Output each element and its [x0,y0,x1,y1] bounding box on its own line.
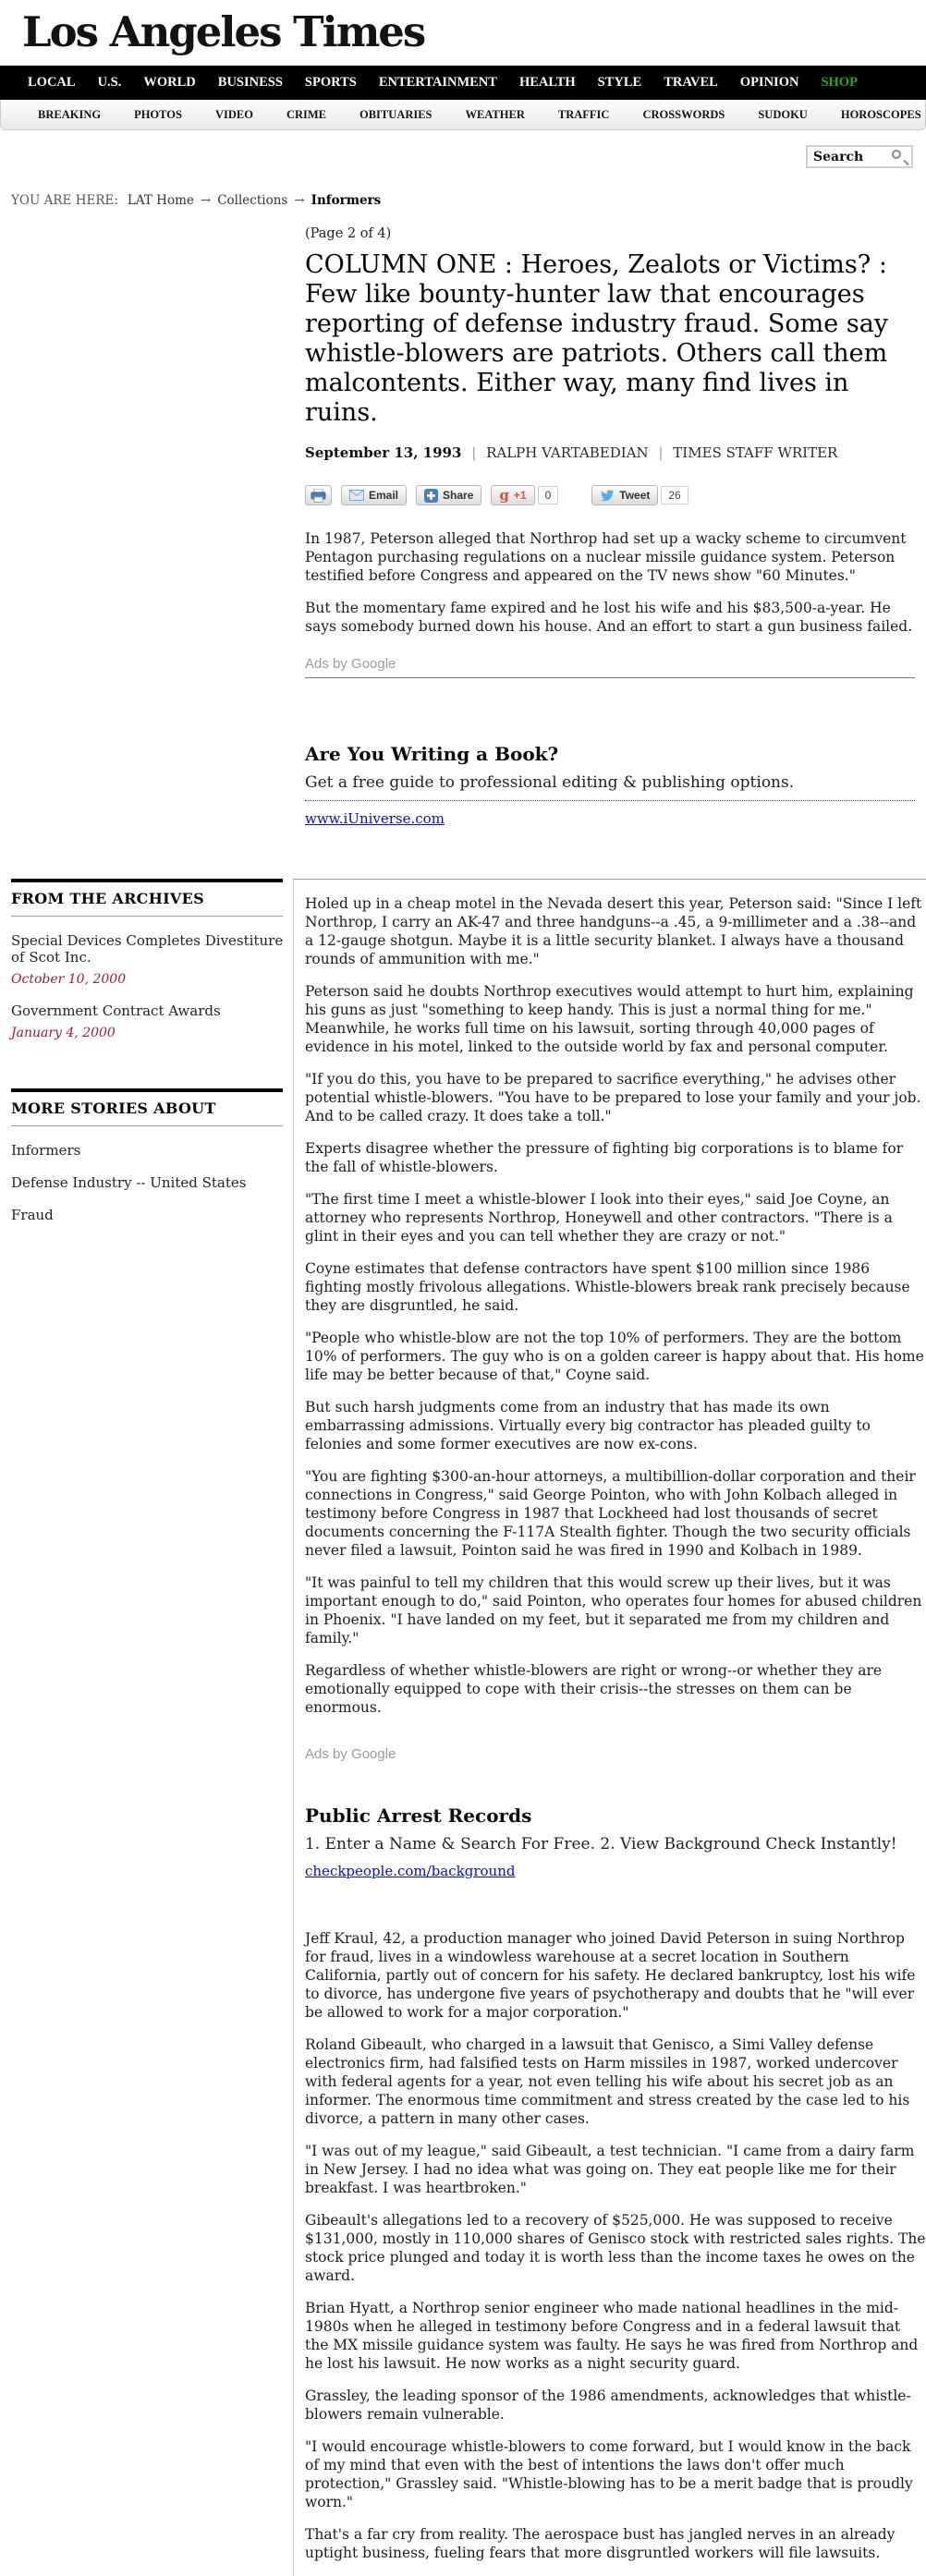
byline [305,444,915,461]
archive-story-link[interactable]: Special Devices Completes Divestiture of Scot Inc. [11,932,284,966]
archive-list [11,932,293,1040]
article-author-title: TIMES STAFF WRITER [673,444,838,462]
topic-link[interactable]: Defense Industry -- United States [11,1174,247,1192]
ad-description: 1. Enter a Name & Search For Free. 2. View Background Check Instantly! [305,1835,897,1854]
article-paragraph: "People who whistle-blow are not the top 10% of performers. They are the bottom 10% of performers. The guy who is on a golden career is happy about that. His home life may be better because of that," Coyne said. [305,1330,924,1384]
archive-story-date: October 10, 2000 [11,972,127,988]
article-paragraph: Regardless of whether whistle-blowers are right or wrong--or whether they are emotionally equipped to cope with their crisis--the stresses on them can be enormous. [305,1662,883,1717]
secondary-nav-item[interactable]: WEATHER [465,107,525,121]
topic-link[interactable]: Fraud [11,1207,54,1224]
primary-nav-item[interactable]: SHOP [821,75,858,90]
article-paragraph: "If you do this, you have to be prepared to sacrifice everything," he advises other potential whistle-blowers. "You have to be prepared to lose your family and your job. And to be called crazy. It does take a toll." [305,1071,921,1125]
article-paragraph: "The first time I meet a whistle-blower I look into their eyes," said Joe Coyne, an attorney who represents Northrop, Honeywell and other contractors. "There is a glint in their eyes and you can tell whether they are crazy or not." [305,1191,893,1245]
article-intro [305,529,915,636]
breadcrumb-separator: → [200,193,212,208]
topic-list [11,1142,293,1223]
article-paragraph: "I would encourage whistle-blowers to come forward, but I would know in the back of my mind that even with the best of intentions the laws don't offer much protection," Grassley said. "Whistle-blowing has to be a merit badge that is proudly worn." [305,2438,913,2511]
tweet-count: 26 [661,486,688,504]
breadcrumb-prefix: YOU ARE HERE: [11,193,118,208]
article-paragraph: But the momentary fame expired and he lost his wife and his $83,500-a-year. He says somebody burned down his house. And an effort to start a gun business failed. [305,600,913,636]
secondary-nav-item[interactable]: CRIME [286,107,326,121]
article-body-paragraphs [305,894,926,1717]
share-button[interactable] [416,485,481,505]
tweet-button-label: Tweet [619,489,651,503]
primary-nav-item[interactable]: HEALTH [518,75,576,90]
topic-link[interactable]: Informers [11,1142,81,1160]
primary-nav-item[interactable]: LOCAL [28,75,76,90]
print-button[interactable] [305,485,332,505]
article-paragraph: But such harsh judgments come from an industry that has made its own embarrassing admissions. Virtually every big contractor has pleaded guilty to felonies and some former executives are now ex-cons. [305,1399,871,1453]
article-paragraph: Roland Gibeault, who charged in a lawsuit that Genisco, a Simi Valley defense electronics firm, had falsified tests on Harm missiles in 1987, worked undercover with federal agents for a year, not even telling his wife about his secret job as an informer. The enormous time commitment and stress created by the case led to his divorce, a pattern in many other cases. [305,2036,910,2128]
secondary-nav-item[interactable]: TRAFFIC [557,107,610,121]
from-the-archives-heading: FROM THE ARCHIVES [11,879,283,917]
email-button-label: Email [369,489,399,503]
byline-separator: | [471,444,477,462]
secondary-nav-item[interactable]: SUDOKU [758,107,808,121]
article-paragraph: Jeff Kraul, 42, a production manager who joined David Peterson in suing Northrop for fraud, lives in a windowless warehouse at a secret location in Southern California, partly out of concern for his safety. He declared bankruptcy, lost his wife to divorce, has undergone five years of psychotherapy and doubts that he "will ever be allowed to work for a major corporation." [305,1930,916,2022]
secondary-nav-item[interactable]: PHOTOS [134,107,182,121]
secondary-nav-item[interactable]: VIDEO [214,107,253,121]
twitter-bird-icon [600,489,615,502]
article-paragraph: "You are fighting $300-an-hour attorneys, a multibillion-dollar corporation and their connections in Congress," said George Pointon, who with John Kolbach alleged in testimony before Congress in 1987 that Lockheed had lost thousands of secret documents concerning the F-117A Stealth fighter. Though the two security officials never filed a lawsuit, Pointon said he was fired in 1990 and Kolbach in 1989. [305,1468,916,1560]
article-paragraph: Coyne estimates that defense contractors have spent $100 million since 1986 fighting mostly frivolous allegations. Whistle-blowers break rank precisely because they are disgruntled, he said. [305,1260,910,1315]
gplus-button[interactable] [491,485,534,505]
google-ad [305,743,915,827]
article-paragraph: "I was out of my league," said Gibeault, a test technician. "I came from a dairy farm in New Jersey. I had no idea what was going on. They eat people like me for their breakfast. I was heartbroken." [305,2143,915,2197]
byline-separator: | [658,444,664,462]
primary-nav-item[interactable]: WORLD [143,75,196,90]
envelope-icon [349,490,364,501]
primary-nav-item[interactable]: STYLE [597,75,642,90]
article-paragraph: Peterson said he doubts Northrop executives would attempt to hurt him, explaining his guns as just "something to keep handy. This is just a normal thing for me." Meanwhile, he works full time on his lawsuit, sorting through 40,000 pages of evidence in his motel, linked to the outside world by fax and personal computer. [305,983,914,1056]
secondary-nav-item[interactable]: CROSSWORDS [642,107,725,121]
search-icon [892,150,901,159]
masthead [0,0,926,66]
from-the-archives-section [11,879,293,1040]
archive-story-date: January 4, 2000 [11,1026,116,1041]
share-plus-icon [424,489,438,503]
article-paragraph: Brian Hyatt, a Northrop senior engineer who made national headlines in the mid-1980s when he alleged in testimony before Congress and in a federal lawsuit that the MX missile guidance system was faulty. He says he was fired from Northrop and he lost his lawsuit. He now works as a night security guard. [305,2300,919,2373]
article-paragraph: Experts disagree whether the pressure of fighting big corporations is to blame for the fall of whistle-blowers. [305,1140,904,1176]
tweet-group [591,485,688,505]
secondary-nav-item[interactable]: BREAKING [38,107,102,121]
ad-title[interactable]: Public Arrest Records [305,1804,532,1828]
share-toolbar [305,485,915,505]
article-paragraph: That's a far cry from reality. The aerospace bust has jangled nerves in an already uptight business, fueling fears that more disgruntled workers will file lawsuits. [305,2526,896,2562]
ads-divider [305,677,915,678]
ads-by-google-label: Ads by Google [305,656,396,673]
ad-link[interactable]: www.iUniverse.com [305,810,445,828]
breadcrumb-separator: → [294,193,305,208]
gplus-button-label: +1 [513,489,527,503]
article-paragraph: "It was painful to tell my children that this would screw up their lives, but it was important enough to do," said Pointon, who operates four homes for abused children in Phoenix. "I have landed on my feet, but it separated me from my children and family." [305,1574,922,1647]
share-button-label: Share [443,489,474,503]
gplus-group [491,485,558,505]
more-stories-heading: MORE STORIES ABOUT [11,1088,283,1126]
gplus-count: 0 [538,486,559,504]
google-ad [305,1804,926,1879]
secondary-nav-item[interactable]: HOROSCOPES [840,107,921,121]
primary-nav-item[interactable]: SPORTS [304,75,357,90]
primary-nav-item[interactable]: BUSINESS [217,75,283,90]
ads-by-google-label: Ads by Google [305,1746,396,1763]
secondary-nav-item[interactable]: OBITUARIES [359,107,433,121]
archive-item [11,932,293,987]
article-header [294,226,915,827]
ad-description: Get a free guide to professional editing & publishing options. [305,773,915,801]
primary-nav-item[interactable]: U.S. [97,75,122,90]
search-box [806,145,913,168]
sidebar [0,879,294,2576]
page-indicator: (Page 2 of 4) [305,226,392,241]
article-paragraph: In 1987, Peterson alleged that Northrop had set up a wacky scheme to circumvent Pentagon purchasing regulations on a nuclear missile guidance system. Peterson testified before Congress and appeared on the TV news show "60 Minutes." [305,530,907,585]
article-date: September 13, 1993 [305,444,462,462]
lat-logo[interactable]: Los Angeles Times [22,7,425,56]
secondary-nav [0,100,926,130]
article-paragraph: Holed up in a cheap motel in the Nevada desert this year, Peterson said: "Since I left Northrop, I carry an AK-47 and three handguns--a .45, a 9-millimeter and a .38--and a 12-gauge shotgun. Maybe it is a little security blanket. I always have a thousand rounds of ammunition with me." [305,895,922,968]
more-stories-section [11,1088,293,1223]
primary-nav-item[interactable]: ENTERTAINMENT [378,75,497,90]
article-author: RALPH VARTABEDIAN [486,444,649,462]
article-paragraph: Grassley, the leading sponsor of the 1986 amendments, acknowledges that whistle-blowers remain vulnerable. [305,2388,911,2424]
search-button[interactable] [887,147,911,166]
primary-nav-item[interactable]: TRAVEL [664,75,718,90]
breadcrumb-link[interactable]: LAT Home [127,193,194,208]
ad-title[interactable]: Are You Writing a Book? [305,743,559,766]
search-row [0,145,913,171]
printer-icon [311,489,326,503]
article-headline: COLUMN ONE : Heroes, Zealots or Victims? : Few like bounty-hunter law that encourages reporting of defense industry fraud. Some say whistle-blowers are patriots. Others call them malcontents. Either way, many find lives in ruins. [305,250,889,427]
primary-nav-item[interactable]: OPINION [739,75,799,90]
tweet-button[interactable] [591,485,658,505]
email-button[interactable] [341,485,407,505]
breadcrumb [11,193,926,208]
content-columns [0,879,926,2576]
archive-story-link[interactable]: Government Contract Awards [11,1002,221,1020]
breadcrumb-link[interactable]: Collections [217,193,288,208]
search-input[interactable] [808,149,887,165]
gplus-icon: g [499,486,509,504]
article-closing-paragraphs [305,1929,926,2562]
primary-nav [0,66,926,100]
ad-link[interactable]: checkpeople.com/background [305,1863,516,1880]
breadcrumb-items [128,193,381,208]
breadcrumb-link[interactable]: Informers [311,193,382,208]
archive-item [11,1002,293,1040]
article-body [294,879,926,2576]
article-paragraph: Gibeault's allegations led to a recovery of $525,000. He was supposed to receive $131,000, mostly in 110,000 shares of Genisco stock with restricted sales rights. The stock price plunged and today it is worth less than the income taxes he owes on the award. [305,2212,926,2285]
